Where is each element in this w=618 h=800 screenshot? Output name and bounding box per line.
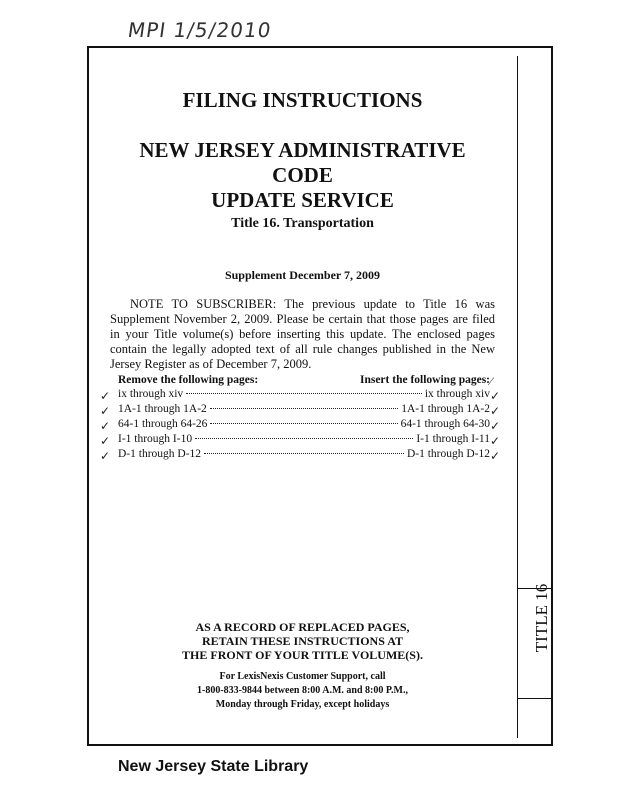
record-line: AS A RECORD OF REPLACED PAGES,	[195, 620, 410, 634]
support-line: Monday through Friday, except holidays	[215, 699, 390, 710]
subheading-line-2: UPDATE SERVICE	[211, 188, 394, 212]
check-icon: ✓	[490, 389, 501, 403]
pages-table	[118, 374, 490, 462]
check-icon: ⁄	[490, 374, 493, 388]
table-row	[118, 432, 490, 447]
customer-support	[110, 670, 495, 712]
check-icon: ✓	[100, 404, 111, 418]
record-notice	[110, 620, 495, 662]
check-icon: ✓	[100, 389, 111, 403]
library-footer: New Jersey State Library	[118, 758, 309, 775]
check-icon: ✓	[100, 449, 111, 463]
page-title: FILING INSTRUCTIONS	[182, 88, 423, 112]
supplement-date: Supplement December 7, 2009	[224, 268, 381, 282]
remove-cell: I-1 through I-10	[118, 433, 193, 445]
tab-divider	[517, 56, 518, 738]
table-row	[118, 447, 490, 462]
remove-cell: 1A-1 through 1A-2	[118, 403, 207, 415]
support-line: 1-800-833-9844 between 8:00 A.M. and 8:00 P.M.,	[196, 685, 408, 696]
table-row	[118, 387, 490, 402]
remove-header: Remove the following pages:	[118, 374, 259, 386]
leader-dots	[186, 393, 422, 394]
subscriber-note: NOTE TO SUBSCRIBER: The previous update to Title 16 was Supplement November 2, 2009. Please be certain that those pages are filed in your Title volume(s) before inserting this update. The enclosed pages contain the legally adopted text of all rule changes published in the New Jersey Register as of December 7, 2009.	[110, 297, 495, 371]
remove-cell: ix through xiv	[118, 388, 184, 400]
check-icon: ✓	[100, 419, 111, 433]
insert-header: Insert the following pages:	[359, 374, 490, 386]
subheading-line-1: NEW JERSEY ADMINISTRATIVE CODE	[139, 138, 466, 187]
insert-cell: 64-1 through 64-30	[400, 418, 490, 430]
tab-tick-bottom	[517, 698, 553, 699]
record-line: RETAIN THESE INSTRUCTIONS AT	[201, 634, 404, 648]
remove-cell: 64-1 through 64-26	[118, 418, 208, 430]
check-marks-left	[100, 389, 110, 464]
leader-dots	[210, 408, 398, 409]
document-subheading	[110, 138, 495, 213]
insert-cell: ix through xiv	[424, 388, 490, 400]
check-marks-right	[490, 374, 500, 464]
table-row	[118, 417, 490, 432]
insert-cell: 1A-1 through 1A-2	[401, 403, 490, 415]
record-line: THE FRONT OF YOUR TITLE VOLUME(S).	[182, 648, 423, 662]
leader-dots	[195, 438, 413, 439]
title-line: Title 16. Transportation	[231, 216, 374, 231]
check-icon: ✓	[490, 404, 501, 418]
check-icon: ✓	[490, 434, 501, 448]
leader-dots	[204, 453, 404, 454]
check-icon: ✓	[490, 449, 501, 463]
pages-table-header	[118, 374, 490, 386]
handwritten-annotation: MPI 1/5/2010	[126, 18, 274, 42]
check-icon: ✓	[490, 419, 501, 433]
insert-cell: D-1 through D-12	[406, 448, 490, 460]
check-icon: ✓	[100, 434, 111, 448]
leader-dots	[210, 423, 397, 424]
remove-cell: D-1 through D-12	[118, 448, 202, 460]
table-row	[118, 402, 490, 417]
title-tab-label: TITLE 16	[532, 583, 551, 653]
support-line: For LexisNexis Customer Support, call	[219, 671, 386, 682]
insert-cell: I-1 through I-11	[416, 433, 490, 445]
